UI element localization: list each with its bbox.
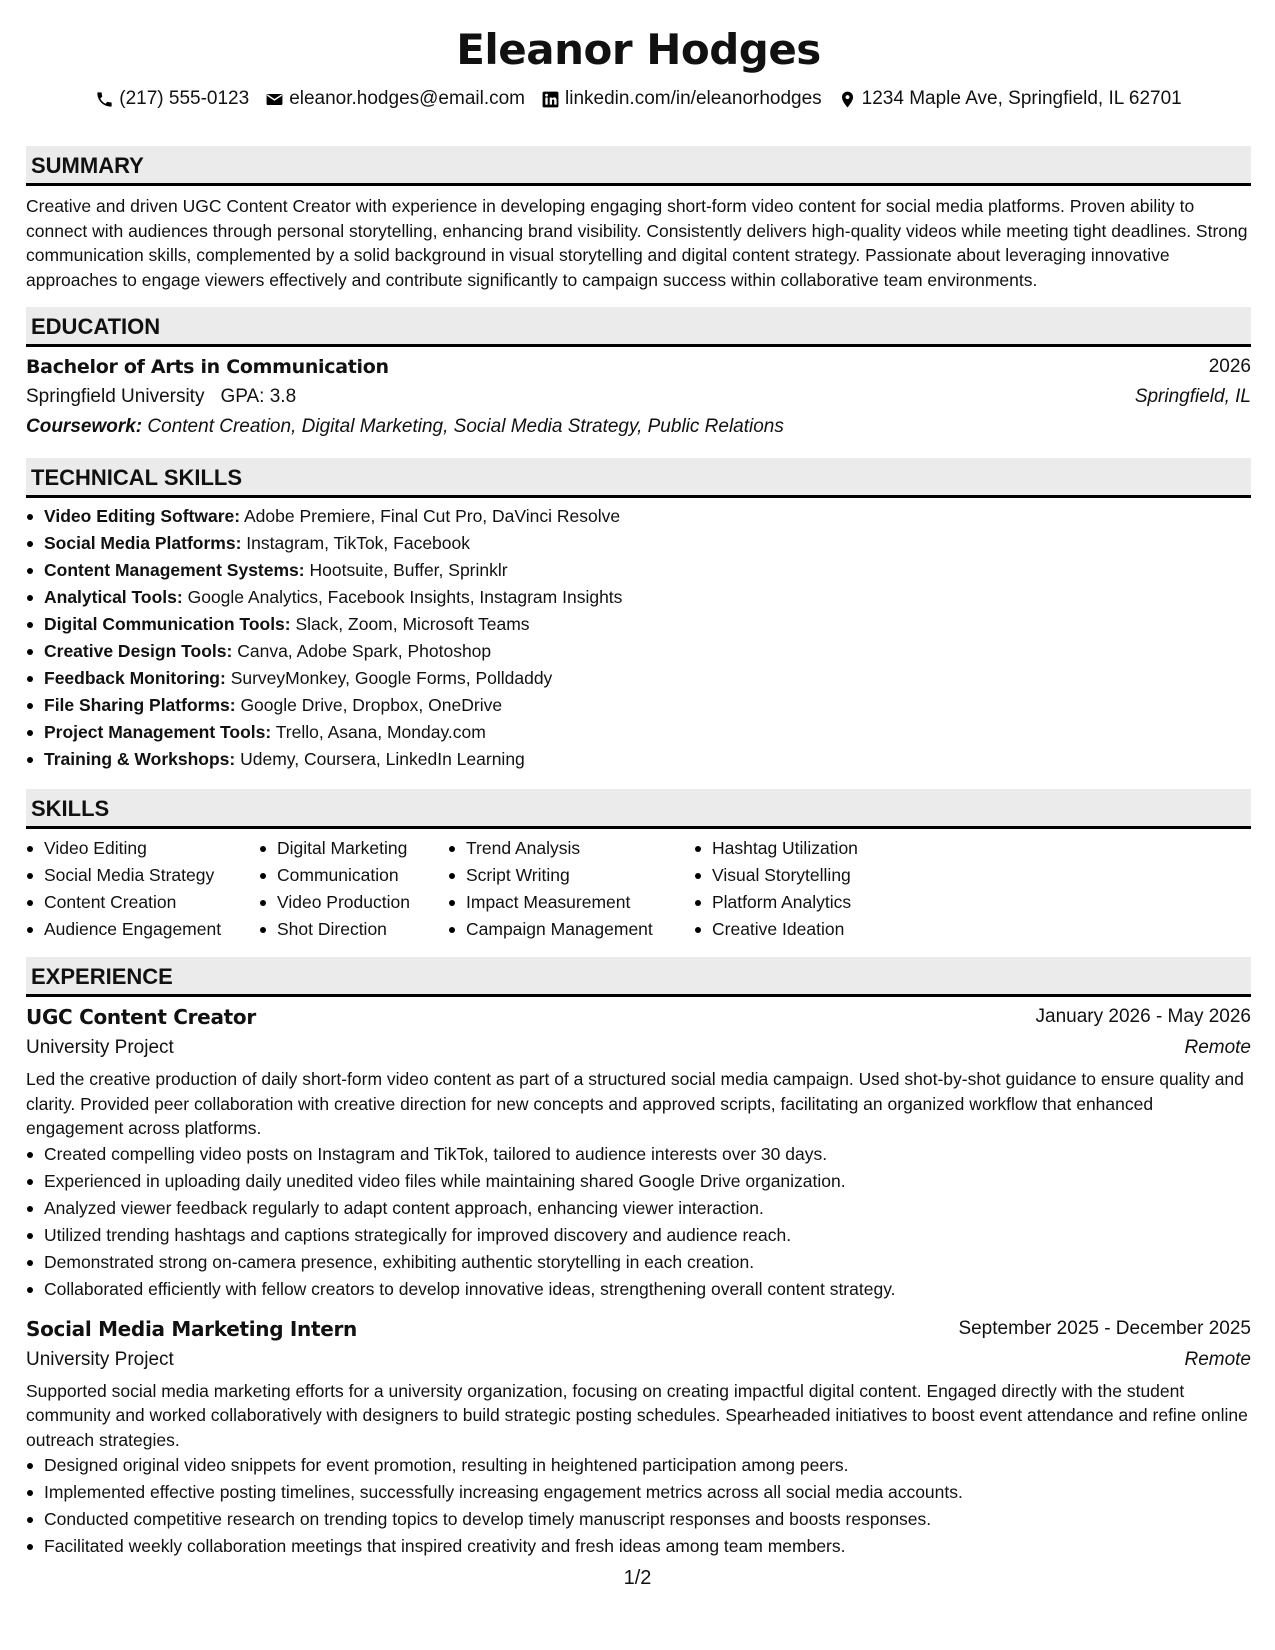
- list-item: Digital Marketing: [259, 835, 448, 862]
- education-location: Springfield, IL: [1134, 386, 1251, 407]
- contact-bar: [26, 86, 1251, 112]
- tech-skill-value: SurveyMonkey, Google Forms, Polldaddy: [230, 668, 553, 688]
- education-school-row: [26, 382, 1251, 412]
- experience-entry: [26, 1001, 1251, 1303]
- page-number: 1/2: [623, 1567, 652, 1589]
- phone-icon: [95, 90, 114, 109]
- skills-column: [694, 835, 934, 943]
- skills-grid: [26, 835, 1251, 943]
- list-item: Facilitated weekly collaboration meetings that inspired creativity and fresh ideas among team members.: [26, 1533, 1251, 1560]
- contact-phone: [95, 88, 249, 110]
- job-title-row: [26, 1313, 1251, 1345]
- list-item: [26, 530, 1251, 557]
- list-item: Designed original video snippets for event promotion, resulting in heightened participation among peers.: [26, 1452, 1251, 1479]
- tech-skill-value: Instagram, TikTok, Facebook: [246, 533, 471, 553]
- tech-skill-value: Hootsuite, Buffer, Sprinklr: [309, 560, 508, 580]
- education-entry: [26, 352, 1251, 442]
- section-heading-experience: EXPERIENCE: [26, 957, 1251, 997]
- list-item: Demonstrated strong on-camera presence, exhibiting authentic storytelling in each creation.: [26, 1249, 1251, 1276]
- tech-skill-label: File Sharing Platforms:: [44, 695, 236, 715]
- list-item: Content Creation: [26, 889, 259, 916]
- job-org-row: [26, 1033, 1251, 1063]
- job-title: Social Media Marketing Intern: [26, 1316, 357, 1341]
- resume-page: [26, 0, 1251, 1560]
- list-item: Platform Analytics: [694, 889, 934, 916]
- candidate-name: Eleanor Hodges: [456, 25, 821, 74]
- job-organization: University Project: [26, 1037, 174, 1058]
- job-title-row: [26, 1001, 1251, 1033]
- coursework-label: Coursework:: [26, 416, 143, 437]
- job-bullets: [26, 1452, 1251, 1560]
- job-location: Remote: [1184, 1037, 1251, 1058]
- list-item: Visual Storytelling: [694, 862, 934, 889]
- list-item: [26, 665, 1251, 692]
- tech-skill-label: Video Editing Software:: [44, 506, 241, 526]
- list-item: Social Media Strategy: [26, 862, 259, 889]
- list-item: Audience Engagement: [26, 916, 259, 943]
- tech-skill-value: Google Drive, Dropbox, OneDrive: [240, 695, 503, 715]
- list-item: Script Writing: [448, 862, 694, 889]
- list-item: [26, 503, 1251, 530]
- education-degree: Bachelor of Arts in Communication: [26, 356, 389, 378]
- technical-skills-list: [26, 503, 1251, 773]
- education-degree-row: [26, 352, 1251, 382]
- tech-skill-value: Google Analytics, Facebook Insights, Instagram Insights: [187, 587, 623, 607]
- tech-skill-label: Training & Workshops:: [44, 749, 236, 769]
- job-bullets: [26, 1141, 1251, 1303]
- list-item: Experienced in uploading daily unedited video files while maintaining shared Google Drive organization.: [26, 1168, 1251, 1195]
- address-text: 1234 Maple Ave, Springfield, IL 62701: [861, 88, 1182, 109]
- list-item: Utilized trending hashtags and captions strategically for improved discovery and audience reach.: [26, 1222, 1251, 1249]
- tech-skill-label: Project Management Tools:: [44, 722, 272, 742]
- job-organization: University Project: [26, 1348, 174, 1370]
- list-item: Analyzed viewer feedback regularly to adapt content approach, enhancing viewer interaction.: [26, 1195, 1251, 1222]
- tech-skill-label: Feedback Monitoring:: [44, 668, 226, 688]
- list-item: [26, 584, 1251, 611]
- section-heading-technical-skills: TECHNICAL SKILLS: [26, 458, 1251, 498]
- skills-column: [259, 835, 448, 943]
- tech-skill-value: Trello, Asana, Monday.com: [275, 722, 486, 742]
- tech-skill-label: Creative Design Tools:: [44, 641, 233, 661]
- education-year: 2026: [1208, 356, 1251, 377]
- tech-skill-label: Analytical Tools:: [44, 587, 183, 607]
- list-item: Video Production: [259, 889, 448, 916]
- job-description: Led the creative production of daily short-form video content as part of a structured social media campaign. Used shot-by-shot guidance to ensure quality and clarity. Provided peer collaboration with creative direction for new concepts and approved scripts, facilitating an organized workflow that enhanced engagement across platforms.: [26, 1069, 1244, 1138]
- list-item: [26, 692, 1251, 719]
- job-title: UGC Content Creator: [26, 1005, 256, 1029]
- section-heading-summary: SUMMARY: [26, 146, 1251, 186]
- list-item: [26, 638, 1251, 665]
- list-item: [26, 557, 1251, 584]
- contact-linkedin[interactable]: [541, 88, 822, 110]
- list-item: Shot Direction: [259, 916, 448, 943]
- tech-skill-label: Digital Communication Tools:: [44, 614, 291, 634]
- phone-text: (217) 555-0123: [119, 88, 250, 109]
- map-pin-icon: [838, 90, 857, 109]
- skills-column: [26, 835, 259, 943]
- list-item: [26, 611, 1251, 638]
- coursework-list: Content Creation, Digital Marketing, Social Media Strategy, Public Relations: [147, 416, 784, 437]
- job-description: Supported social media marketing efforts for a university organization, focusing on creating impactful digital content. Engaged directly with the student community and worked collaboratively with designers to build strategic posting schedules. Spearheaded initiatives to boost event attendance and refine online outreach strategies.: [26, 1380, 1248, 1450]
- tech-skill-value: Udemy, Coursera, LinkedIn Learning: [240, 749, 525, 769]
- tech-skill-label: Social Media Platforms:: [44, 533, 242, 553]
- email-text[interactable]: eleanor.hodges@email.com: [289, 88, 525, 109]
- list-item: Hashtag Utilization: [694, 835, 934, 862]
- linkedin-text[interactable]: linkedin.com/in/eleanorhodges: [565, 88, 822, 109]
- tech-skill-value: Slack, Zoom, Microsoft Teams: [295, 614, 530, 634]
- section-heading-skills: SKILLS: [26, 789, 1251, 829]
- education-coursework-row: [26, 412, 1251, 442]
- job-location: Remote: [1184, 1348, 1251, 1370]
- list-item: Conducted competitive research on trending topics to develop timely manuscript responses and boosts responses.: [26, 1506, 1251, 1533]
- list-item: Creative Ideation: [694, 916, 934, 943]
- contact-address: [838, 88, 1182, 110]
- list-item: Impact Measurement: [448, 889, 694, 916]
- tech-skill-value: Canva, Adobe Spark, Photoshop: [237, 641, 492, 661]
- list-item: Campaign Management: [448, 916, 694, 943]
- envelope-icon: [265, 90, 284, 109]
- education-gpa: GPA: 3.8: [220, 386, 297, 407]
- tech-skill-label: Content Management Systems:: [44, 560, 305, 580]
- tech-skill-value: Adobe Premiere, Final Cut Pro, DaVinci Resolve: [244, 506, 621, 526]
- list-item: Created compelling video posts on Instagram and TikTok, tailored to audience interests over 30 days.: [26, 1141, 1251, 1168]
- list-item: [26, 746, 1251, 773]
- list-item: Communication: [259, 862, 448, 889]
- job-org-row: [26, 1345, 1251, 1375]
- experience-entry: [26, 1313, 1251, 1561]
- list-item: [26, 719, 1251, 746]
- skills-column: [448, 835, 694, 943]
- list-item: Implemented effective posting timelines, successfully increasing engagement metrics across all social media accounts.: [26, 1479, 1251, 1506]
- education-school: Springfield University: [26, 386, 205, 407]
- contact-email[interactable]: [265, 88, 525, 110]
- summary-text: Creative and driven UGC Content Creator with experience in developing engaging short-form video content for social media platforms. Proven ability to connect with audiences through personal storytelling, enhancing brand visibility. Consistently delivers high-quality videos while meeting tight deadlines. Strong communication skills, complemented by a solid background in visual storytelling and digital content strategy. Passionate about leveraging innovative approaches to engage viewers effectively and contribute significantly to campaign success within collaborative team environments.: [26, 196, 1248, 290]
- section-heading-education: EDUCATION: [26, 307, 1251, 347]
- linkedin-icon: [541, 90, 560, 109]
- list-item: Collaborated efficiently with fellow creators to develop innovative ideas, strengthening overall content strategy.: [26, 1276, 1251, 1303]
- job-dates: September 2025 - December 2025: [958, 1317, 1251, 1339]
- list-item: Trend Analysis: [448, 835, 694, 862]
- job-dates: January 2026 - May 2026: [1035, 1006, 1251, 1027]
- list-item: Video Editing: [26, 835, 259, 862]
